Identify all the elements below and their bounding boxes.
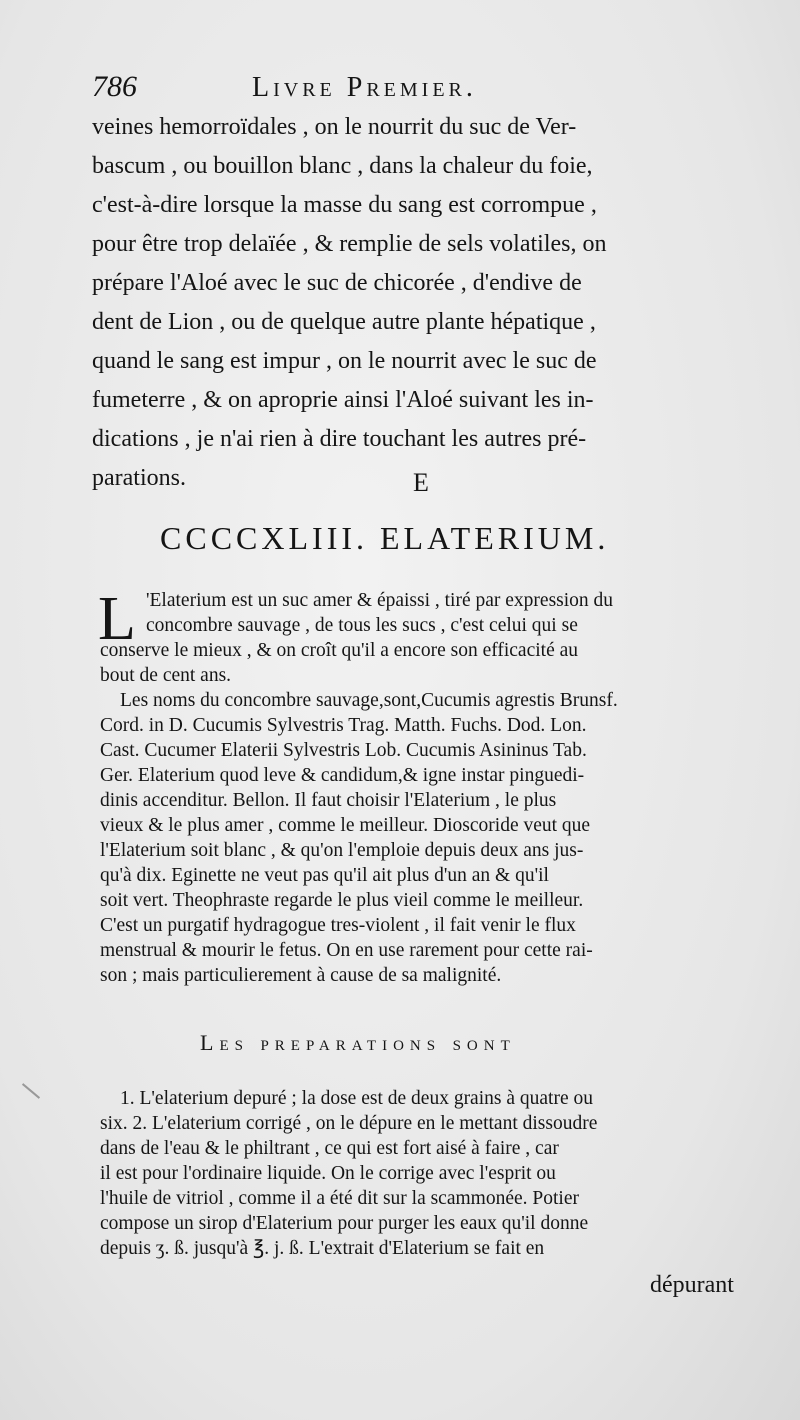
- text-line: depuis ʒ. ß. jusqu'à ℥. j. ß. L'extrait d'Elaterium se fait en: [100, 1238, 545, 1259]
- catchword: dépurant: [650, 1272, 734, 1298]
- main-paragraph: [98, 585, 770, 988]
- text-line: fumeterre , & on aproprie ainsi l'Aloé suivant les in-: [92, 387, 594, 413]
- text-line: l'huile de vitriol , comme il a été dit sur la scammonée. Potier: [100, 1188, 579, 1209]
- preparations-heading: Les preparations sont: [200, 1030, 516, 1055]
- text-line: dans de l'eau & le philtrant , ce qui est fort aisé à faire , car: [100, 1138, 559, 1159]
- text-line: qu'à dix. Eginette ne veut pas qu'il ait plus d'un an & qu'il: [100, 865, 549, 886]
- running-title: Livre Premier.: [252, 72, 477, 103]
- section-title: CCCCXLIII. ELATERIUM.: [160, 520, 610, 556]
- text-line: l'Elaterium soit blanc , & qu'on l'emploie depuis deux ans jus-: [100, 840, 584, 861]
- text-line: quand le sang est impur , on le nourrit avec le suc de: [92, 348, 597, 374]
- text-line: c'est-à-dire lorsque la masse du sang est corrompue ,: [92, 192, 597, 218]
- text-line: Ger. Elaterium quod leve & candidum,& igne instar pinguedi-: [100, 765, 585, 786]
- text-line: 'Elaterium est un suc amer & épaissi , tiré par expression du: [146, 590, 614, 611]
- text-line: Les noms du concombre sauvage,sont,Cucumis agrestis Brunsf.: [120, 690, 618, 711]
- text-line: bascum , ou bouillon blanc , dans la chaleur du foie,: [92, 153, 593, 179]
- text-line: dications , je n'ai rien à dire touchant les autres pré-: [92, 426, 587, 452]
- text-line: dinis accenditur. Bellon. Il faut choisir l'Elaterium , le plus: [100, 790, 557, 811]
- text-line: Cast. Cucumer Elaterii Sylvestris Lob. Cucumis Asininus Tab.: [100, 740, 587, 761]
- text-line: prépare l'Aloé avec le suc de chicorée , d'endive de: [92, 270, 582, 296]
- text-line: dent de Lion , ou de quelque autre plante hépatique ,: [92, 309, 596, 335]
- text-line: Cord. in D. Cucumis Sylvestris Trag. Matth. Fuchs. Dod. Lon.: [100, 715, 587, 736]
- text-line: vieux & le plus amer , comme le meilleur. Dioscoride veut que: [100, 815, 591, 836]
- text-line: C'est un purgatif hydragogue tres-violent , il fait venir le flux: [100, 915, 576, 936]
- text-line: parations.: [92, 465, 186, 491]
- text-line: menstrual & mourir le fetus. On en use rarement pour cette rai-: [100, 940, 593, 961]
- preparations-paragraph: [100, 1086, 770, 1261]
- text-line: six. 2. L'elaterium corrigé , on le dépure en le mettant dissoudre: [100, 1113, 598, 1134]
- section-letter: E: [413, 468, 429, 497]
- continued-paragraph: [92, 108, 772, 498]
- text-line: compose un sirop d'Elaterium pour purger les eaux qu'il donne: [100, 1213, 589, 1234]
- text-line: conserve le mieux , & on croît qu'il a encore son efficacité au: [100, 640, 579, 661]
- text-line: bout de cent ans.: [100, 665, 232, 686]
- text-line: il est pour l'ordinaire liquide. On le corrige avec l'esprit ou: [100, 1163, 556, 1184]
- page-header: [92, 70, 712, 110]
- drop-cap: L: [98, 585, 136, 653]
- page-number: 786: [92, 70, 137, 103]
- text-line: 1. L'elaterium depuré ; la dose est de deux grains à quatre ou: [120, 1088, 593, 1109]
- text-line: concombre sauvage , de tous les sucs , c'est celui qui se: [146, 615, 578, 636]
- text-line: soit vert. Theophraste regarde le plus vieil comme le meilleur.: [100, 890, 584, 911]
- text-line: veines hemorroïdales , on le nourrit du suc de Ver-: [92, 114, 577, 140]
- text-line: pour être trop delaïée , & remplie de sels volatiles, on: [92, 231, 607, 257]
- scan-artifact: [22, 1083, 40, 1099]
- text-line: son ; mais particulierement à cause de sa malignité.: [100, 965, 502, 986]
